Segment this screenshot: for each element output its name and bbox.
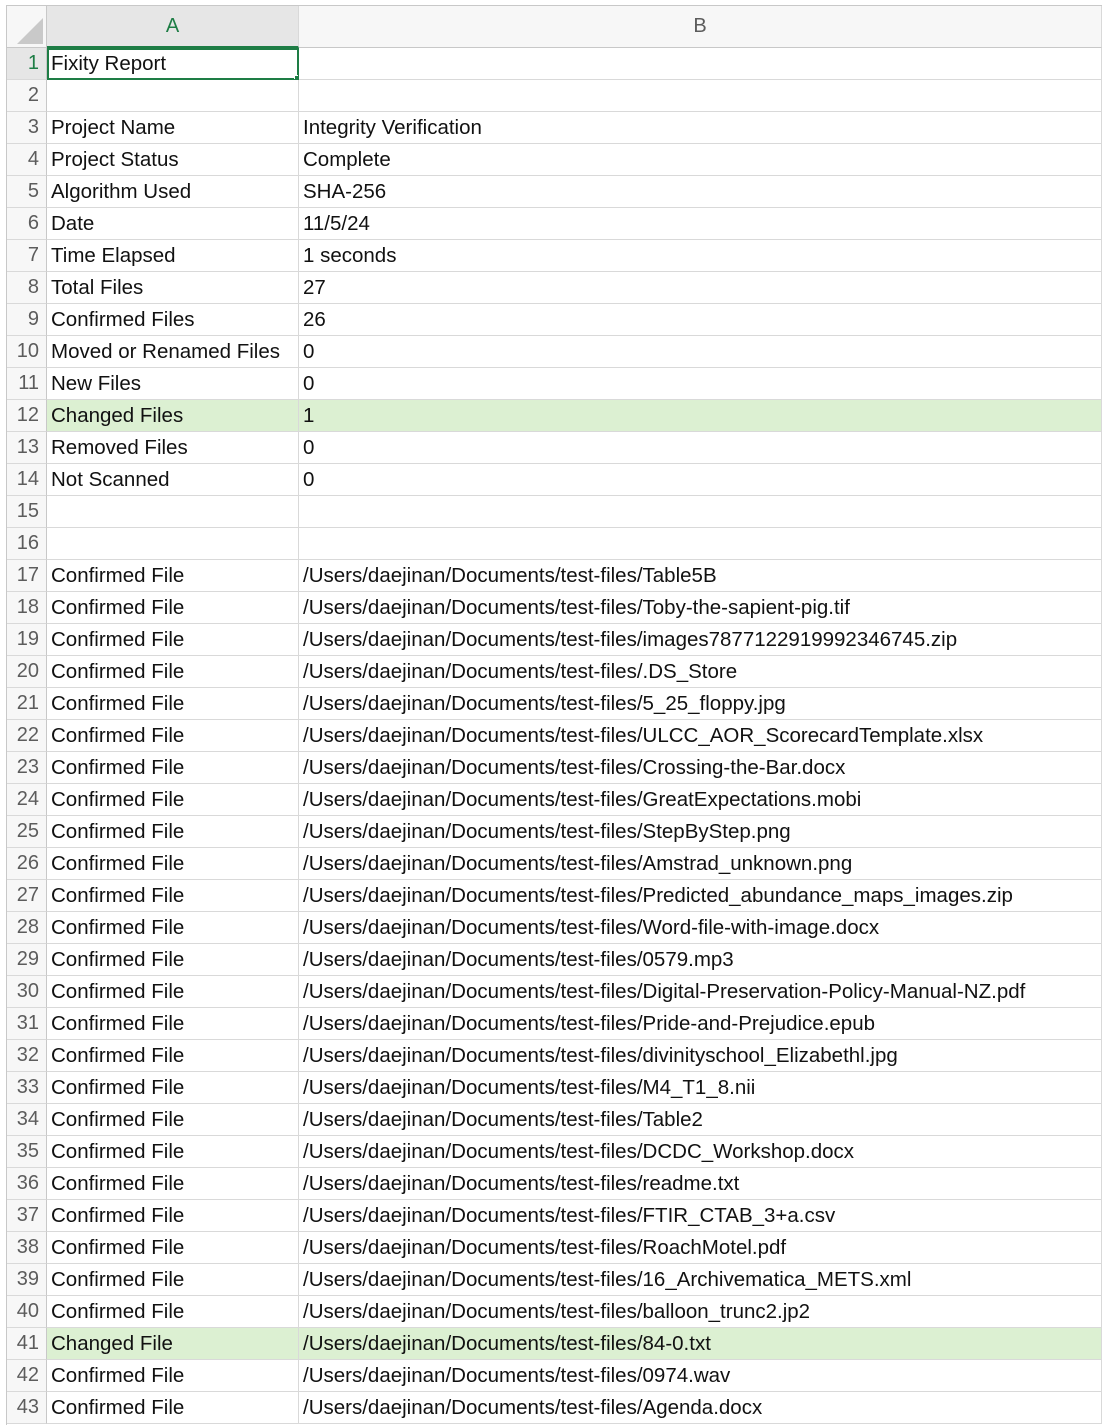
cell-a[interactable] <box>47 592 299 624</box>
cell-b-value: 0 <box>303 436 315 459</box>
row-header[interactable]: 37 <box>7 1200 47 1232</box>
cell-b[interactable] <box>299 496 1102 528</box>
cell-a[interactable] <box>47 1040 299 1072</box>
cell-b[interactable] <box>299 112 1102 144</box>
cell-a-value: Removed Files <box>51 436 188 459</box>
table-row <box>7 1296 1102 1328</box>
cell-b[interactable] <box>299 688 1102 720</box>
row-header[interactable]: 7 <box>7 240 47 272</box>
cell-a[interactable] <box>47 144 299 176</box>
cell-a[interactable] <box>47 1360 299 1392</box>
cell-a-value: Confirmed File <box>51 692 185 715</box>
row-header[interactable]: 19 <box>7 624 47 656</box>
cell-b-value: 26 <box>303 308 326 331</box>
row-header[interactable]: 32 <box>7 1040 47 1072</box>
cell-b-value: 1 <box>303 404 315 427</box>
table-row <box>7 880 1102 912</box>
table-row <box>7 784 1102 816</box>
cell-b[interactable] <box>299 1328 1102 1360</box>
select-all-triangle-icon <box>17 18 43 44</box>
row-header[interactable]: 6 <box>7 208 47 240</box>
sheet-rows <box>7 48 1102 1424</box>
cell-b-value: /Users/daejinan/Documents/test-files/FTIR_CTAB_3+a.csv <box>303 1204 836 1227</box>
table-row <box>7 48 1102 80</box>
cell-b[interactable] <box>299 1168 1102 1200</box>
cell-b[interactable] <box>299 816 1102 848</box>
cell-a-value: Confirmed File <box>51 948 185 971</box>
cell-a[interactable] <box>47 944 299 976</box>
cell-a[interactable] <box>47 976 299 1008</box>
row-header[interactable]: 41 <box>7 1328 47 1360</box>
cell-a-value: Confirmed File <box>51 1140 185 1163</box>
table-row <box>7 560 1102 592</box>
cell-b[interactable] <box>299 48 1102 80</box>
table-row <box>7 144 1102 176</box>
cell-b[interactable] <box>299 912 1102 944</box>
row-header[interactable]: 23 <box>7 752 47 784</box>
row-header[interactable]: 25 <box>7 816 47 848</box>
cell-a[interactable] <box>47 304 299 336</box>
row-header[interactable]: 18 <box>7 592 47 624</box>
cell-a-value: Confirmed File <box>51 756 185 779</box>
cell-b-value: /Users/daejinan/Documents/test-files/Digital-Preservation-Policy-Manual-NZ.pdf <box>303 980 1026 1003</box>
table-row <box>7 720 1102 752</box>
table-row <box>7 944 1102 976</box>
cell-a-value: Confirmed File <box>51 1300 185 1323</box>
cell-b[interactable] <box>299 144 1102 176</box>
cell-b-value: /Users/daejinan/Documents/test-files/ULCC_AOR_ScorecardTemplate.xlsx <box>303 724 984 747</box>
cell-b-value: 0 <box>303 340 315 363</box>
table-row <box>7 1360 1102 1392</box>
spreadsheet-grid <box>6 5 1102 1425</box>
cell-a-value: Algorithm Used <box>51 180 192 203</box>
cell-b-value: /Users/daejinan/Documents/test-files/0974.wav <box>303 1364 731 1387</box>
cell-a[interactable] <box>47 848 299 880</box>
cell-b-value: /Users/daejinan/Documents/test-files/84-0.txt <box>303 1332 711 1355</box>
row-header[interactable]: 26 <box>7 848 47 880</box>
cell-a[interactable] <box>47 48 299 80</box>
cell-a-value: Confirmed File <box>51 628 185 651</box>
cell-a-value: Confirmed File <box>51 724 185 747</box>
row-header[interactable]: 3 <box>7 112 47 144</box>
cell-b[interactable] <box>299 400 1102 432</box>
cell-a[interactable] <box>47 752 299 784</box>
cell-b[interactable] <box>299 176 1102 208</box>
cell-a[interactable] <box>47 720 299 752</box>
cell-b[interactable] <box>299 752 1102 784</box>
cell-b-value: 1 seconds <box>303 244 397 267</box>
table-row <box>7 1232 1102 1264</box>
cell-a-value: Confirmed Files <box>51 308 195 331</box>
table-row <box>7 848 1102 880</box>
cell-b-value: SHA-256 <box>303 180 387 203</box>
cell-a[interactable] <box>47 464 299 496</box>
cell-b-value: /Users/daejinan/Documents/test-files/readme.txt <box>303 1172 740 1195</box>
cell-b[interactable] <box>299 304 1102 336</box>
table-row <box>7 688 1102 720</box>
row-header[interactable]: 21 <box>7 688 47 720</box>
cell-a-value: Project Name <box>51 116 176 139</box>
cell-a[interactable] <box>47 240 299 272</box>
cell-a[interactable] <box>47 656 299 688</box>
cell-b[interactable] <box>299 1072 1102 1104</box>
row-header[interactable]: 42 <box>7 1360 47 1392</box>
cell-a-value: Confirmed File <box>51 1236 185 1259</box>
select-all-corner[interactable] <box>7 6 47 48</box>
cell-b[interactable] <box>299 432 1102 464</box>
cell-a[interactable] <box>47 176 299 208</box>
cell-a[interactable] <box>47 112 299 144</box>
cell-a[interactable] <box>47 1072 299 1104</box>
cell-b[interactable] <box>299 240 1102 272</box>
row-header[interactable]: 9 <box>7 304 47 336</box>
row-header[interactable]: 22 <box>7 720 47 752</box>
row-header[interactable]: 28 <box>7 912 47 944</box>
cell-a-value: Confirmed File <box>51 1076 185 1099</box>
fill-handle[interactable] <box>294 75 299 80</box>
cell-a[interactable] <box>47 1200 299 1232</box>
cell-a[interactable] <box>47 336 299 368</box>
table-row <box>7 816 1102 848</box>
cell-a[interactable] <box>47 1104 299 1136</box>
cell-a-value: Confirmed File <box>51 1012 185 1035</box>
cell-a[interactable] <box>47 880 299 912</box>
cell-a-value: Confirmed File <box>51 1268 185 1291</box>
cell-a[interactable] <box>47 912 299 944</box>
cell-a-value: Total Files <box>51 276 144 299</box>
table-row <box>7 1392 1102 1424</box>
row-header[interactable]: 15 <box>7 496 47 528</box>
table-row <box>7 1072 1102 1104</box>
cell-b-value: /Users/daejinan/Documents/test-files/5_25_floppy.jpg <box>303 692 786 715</box>
column-header-b[interactable]: B <box>299 6 1102 48</box>
cell-a-value: Confirmed File <box>51 1172 185 1195</box>
cell-b[interactable] <box>299 976 1102 1008</box>
cell-b-value: /Users/daejinan/Documents/test-files/Table2 <box>303 1108 703 1131</box>
cell-b[interactable] <box>299 1264 1102 1296</box>
cell-b-value: /Users/daejinan/Documents/test-files/Agenda.docx <box>303 1396 763 1419</box>
row-header[interactable]: 33 <box>7 1072 47 1104</box>
row-header[interactable]: 36 <box>7 1168 47 1200</box>
cell-b[interactable] <box>299 1296 1102 1328</box>
cell-a-value: Changed Files <box>51 404 184 427</box>
cell-a-value: Date <box>51 212 95 235</box>
cell-a-value: Time Elapsed <box>51 244 176 267</box>
row-header[interactable]: 10 <box>7 336 47 368</box>
cell-a[interactable] <box>47 496 299 528</box>
row-header[interactable]: 16 <box>7 528 47 560</box>
table-row <box>7 176 1102 208</box>
row-header[interactable]: 24 <box>7 784 47 816</box>
cell-a-value: Not Scanned <box>51 468 170 491</box>
cell-b[interactable] <box>299 1008 1102 1040</box>
cell-b-value: /Users/daejinan/Documents/test-files/Table5B <box>303 564 717 587</box>
cell-a[interactable] <box>47 1168 299 1200</box>
table-row <box>7 624 1102 656</box>
cell-b-value: Complete <box>303 148 391 171</box>
cell-a-value: Confirmed File <box>51 1204 185 1227</box>
row-header[interactable]: 4 <box>7 144 47 176</box>
cell-a[interactable] <box>47 1008 299 1040</box>
cell-a[interactable] <box>47 816 299 848</box>
row-header[interactable]: 13 <box>7 432 47 464</box>
table-row <box>7 464 1102 496</box>
cell-b-value: /Users/daejinan/Documents/test-files/DCDC_Workshop.docx <box>303 1140 855 1163</box>
row-header[interactable]: 43 <box>7 1392 47 1424</box>
cell-b-value: /Users/daejinan/Documents/test-files/M4_T1_8.nii <box>303 1076 756 1099</box>
cell-a-value: Confirmed File <box>51 788 185 811</box>
cell-b-value: 11/5/24 <box>303 212 370 235</box>
cell-b[interactable] <box>299 368 1102 400</box>
cell-b[interactable] <box>299 1136 1102 1168</box>
cell-a[interactable] <box>47 1264 299 1296</box>
cell-b[interactable] <box>299 272 1102 304</box>
cell-a-value: Confirmed File <box>51 596 185 619</box>
cell-a[interactable] <box>47 560 299 592</box>
cell-b-value: /Users/daejinan/Documents/test-files/Amstrad_unknown.png <box>303 852 853 875</box>
cell-b-value: /Users/daejinan/Documents/test-files/.DS_Store <box>303 660 738 683</box>
cell-a-value: Confirmed File <box>51 1364 185 1387</box>
cell-a[interactable] <box>47 368 299 400</box>
table-row <box>7 1200 1102 1232</box>
row-header[interactable]: 38 <box>7 1232 47 1264</box>
cell-b[interactable] <box>299 1392 1102 1424</box>
cell-b-value: 0 <box>303 372 315 395</box>
cell-a[interactable] <box>47 80 299 112</box>
cell-b-value: /Users/daejinan/Documents/test-files/divinityschool_Elizabethl.jpg <box>303 1044 898 1067</box>
cell-a[interactable] <box>47 432 299 464</box>
cell-a[interactable] <box>47 1328 299 1360</box>
cell-b[interactable] <box>299 624 1102 656</box>
row-header[interactable]: 8 <box>7 272 47 304</box>
cell-b[interactable] <box>299 208 1102 240</box>
table-row <box>7 1136 1102 1168</box>
table-row <box>7 112 1102 144</box>
cell-a-value: Confirmed File <box>51 916 185 939</box>
cell-b[interactable] <box>299 784 1102 816</box>
cell-a[interactable] <box>47 784 299 816</box>
cell-b-value: /Users/daejinan/Documents/test-files/Toby-the-sapient-pig.tif <box>303 596 850 619</box>
cell-b[interactable] <box>299 1040 1102 1072</box>
table-row <box>7 368 1102 400</box>
row-header[interactable]: 17 <box>7 560 47 592</box>
table-row <box>7 912 1102 944</box>
table-row <box>7 1328 1102 1360</box>
row-header[interactable]: 34 <box>7 1104 47 1136</box>
cell-a[interactable] <box>47 208 299 240</box>
table-row <box>7 1264 1102 1296</box>
cell-b[interactable] <box>299 80 1102 112</box>
cell-b[interactable] <box>299 880 1102 912</box>
cell-b[interactable] <box>299 560 1102 592</box>
table-row <box>7 1168 1102 1200</box>
cell-a-value: Fixity Report <box>51 52 167 75</box>
cell-b[interactable] <box>299 528 1102 560</box>
cell-a[interactable] <box>47 1136 299 1168</box>
cell-a[interactable] <box>47 400 299 432</box>
row-header[interactable]: 39 <box>7 1264 47 1296</box>
cell-b-value: /Users/daejinan/Documents/test-files/balloon_trunc2.jp2 <box>303 1300 811 1323</box>
cell-b[interactable] <box>299 1200 1102 1232</box>
cell-b-value: /Users/daejinan/Documents/test-files/Crossing-the-Bar.docx <box>303 756 846 779</box>
table-row <box>7 208 1102 240</box>
row-header[interactable]: 11 <box>7 368 47 400</box>
cell-b-value: /Users/daejinan/Documents/test-files/Predicted_abundance_maps_images.zip <box>303 884 1013 907</box>
cell-a-value: Confirmed File <box>51 1044 185 1067</box>
cell-a-value: Moved or Renamed Files <box>51 340 281 363</box>
row-header[interactable]: 29 <box>7 944 47 976</box>
cell-b-value: /Users/daejinan/Documents/test-files/Pride-and-Prejudice.epub <box>303 1012 876 1035</box>
cell-b[interactable] <box>299 464 1102 496</box>
row-header[interactable]: 31 <box>7 1008 47 1040</box>
cell-a[interactable] <box>47 272 299 304</box>
table-row <box>7 1008 1102 1040</box>
cell-a-value: Confirmed File <box>51 980 185 1003</box>
cell-b-value: Integrity Verification <box>303 116 482 139</box>
row-header[interactable]: 14 <box>7 464 47 496</box>
table-row <box>7 304 1102 336</box>
cell-a-value: Confirmed File <box>51 1108 185 1131</box>
cell-a-value: Confirmed File <box>51 564 185 587</box>
cell-a[interactable] <box>47 1232 299 1264</box>
cell-b-value: /Users/daejinan/Documents/test-files/RoachMotel.pdf <box>303 1236 787 1259</box>
table-row <box>7 80 1102 112</box>
row-header[interactable]: 20 <box>7 656 47 688</box>
cell-a-value: New Files <box>51 372 141 395</box>
cell-b[interactable] <box>299 336 1102 368</box>
cell-a-value: Confirmed File <box>51 660 185 683</box>
cell-b-value: /Users/daejinan/Documents/test-files/StepByStep.png <box>303 820 791 843</box>
table-row <box>7 528 1102 560</box>
cell-b[interactable] <box>299 1104 1102 1136</box>
table-row <box>7 1040 1102 1072</box>
cell-b[interactable] <box>299 592 1102 624</box>
cell-a-value: Confirmed File <box>51 820 185 843</box>
cell-a[interactable] <box>47 528 299 560</box>
row-header[interactable]: 5 <box>7 176 47 208</box>
row-header[interactable]: 1 <box>7 48 47 80</box>
cell-b[interactable] <box>299 720 1102 752</box>
row-header[interactable]: 35 <box>7 1136 47 1168</box>
cell-b-value: /Users/daejinan/Documents/test-files/Word-file-with-image.docx <box>303 916 880 939</box>
row-header[interactable]: 2 <box>7 80 47 112</box>
table-row <box>7 336 1102 368</box>
table-row <box>7 496 1102 528</box>
table-row <box>7 656 1102 688</box>
row-header[interactable]: 30 <box>7 976 47 1008</box>
table-row <box>7 432 1102 464</box>
cell-b-value: 27 <box>303 276 326 299</box>
cell-b[interactable] <box>299 1232 1102 1264</box>
cell-b[interactable] <box>299 1360 1102 1392</box>
row-header[interactable]: 27 <box>7 880 47 912</box>
column-header-a[interactable]: A <box>47 6 299 48</box>
cell-a-value: Confirmed File <box>51 852 185 875</box>
cell-b[interactable] <box>299 944 1102 976</box>
cell-b[interactable] <box>299 848 1102 880</box>
cell-b-value: /Users/daejinan/Documents/test-files/images787712291999234674​5.zip <box>303 628 958 651</box>
table-row <box>7 400 1102 432</box>
table-row <box>7 976 1102 1008</box>
cell-a-value: Confirmed File <box>51 1396 185 1419</box>
cell-a-value: Project Status <box>51 148 179 171</box>
table-row <box>7 752 1102 784</box>
table-row <box>7 1104 1102 1136</box>
cell-a[interactable] <box>47 688 299 720</box>
table-row <box>7 240 1102 272</box>
row-header[interactable]: 12 <box>7 400 47 432</box>
table-row <box>7 272 1102 304</box>
row-header[interactable]: 40 <box>7 1296 47 1328</box>
cell-a[interactable] <box>47 1296 299 1328</box>
column-header-row <box>7 6 1102 48</box>
cell-a[interactable] <box>47 1392 299 1424</box>
cell-b-value: /Users/daejinan/Documents/test-files/0579.mp3 <box>303 948 734 971</box>
cell-b-value: /Users/daejinan/Documents/test-files/16_Archivematica_METS.xml <box>303 1268 912 1291</box>
cell-a-value: Changed File <box>51 1332 173 1355</box>
cell-b[interactable] <box>299 656 1102 688</box>
cell-b-value: 0 <box>303 468 315 491</box>
cell-a[interactable] <box>47 624 299 656</box>
cell-b-value: /Users/daejinan/Documents/test-files/GreatExpectations.mobi <box>303 788 862 811</box>
table-row <box>7 592 1102 624</box>
cell-a-value: Confirmed File <box>51 884 185 907</box>
